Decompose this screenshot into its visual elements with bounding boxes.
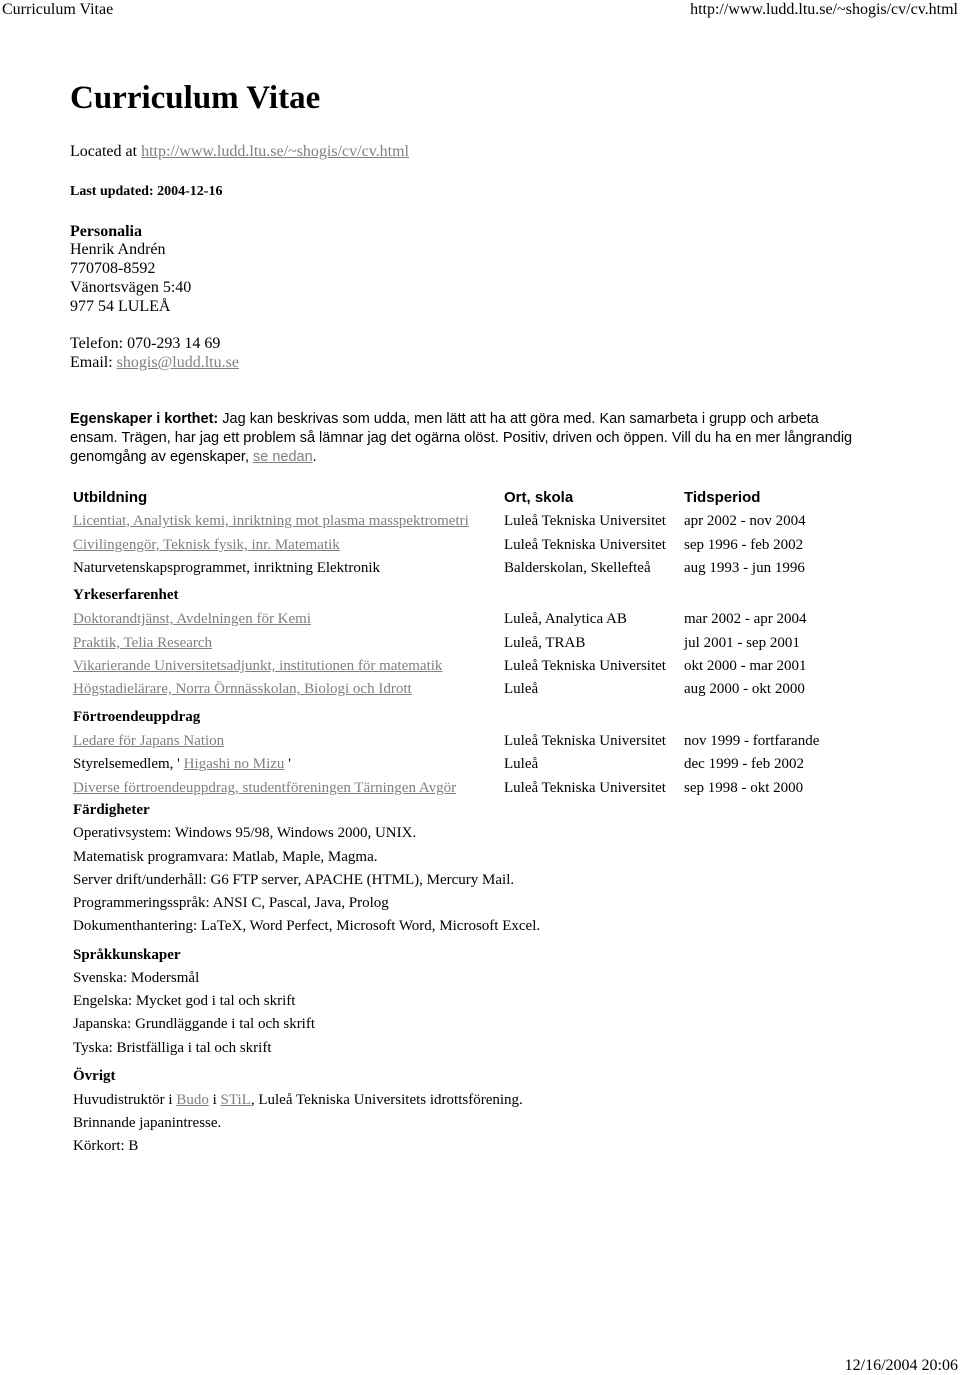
egenskaper-paragraph: [70, 410, 860, 467]
row-what: Naturvetenskapsprogrammet, inriktning Elektronik: [73, 560, 381, 576]
ovrigt-line: Brinnande japanintresse.: [73, 1115, 222, 1131]
budo-link[interactable]: Budo: [176, 1092, 209, 1108]
utbildning-link[interactable]: Licentiat, Analytisk kemi, inriktning mot plasma masspektrometri: [73, 513, 469, 529]
row-where: Luleå: [504, 681, 539, 697]
ovrigt-line: [73, 1092, 523, 1109]
se-nedan-link[interactable]: se nedan: [253, 449, 313, 465]
row-where: Balderskolan, Skellefteå: [504, 560, 651, 576]
print-header-title: Curriculum Vitae: [2, 1, 114, 18]
email-link[interactable]: shogis@ludd.ltu.se: [116, 354, 239, 371]
row-when: sep 1996 - feb 2002: [684, 537, 804, 553]
skill-item: Programmeringsspråk: ANSI C, Pascal, Java, Prolog: [73, 895, 389, 911]
person-email-line: [70, 353, 239, 372]
person-id: 770708-8592: [70, 260, 156, 277]
page-title: Curriculum Vitae: [70, 80, 321, 116]
row-when: aug 1993 - jun 1996: [684, 560, 805, 576]
print-footer-datetime: 12/16/2004 20:06: [844, 1357, 958, 1374]
header-ort-skola: Ort, skola: [504, 489, 574, 506]
row-what: [73, 755, 291, 773]
yrkeserfarenhet-title: Yrkeserfarenhet: [73, 587, 179, 603]
header-tidsperiod: Tidsperiod: [684, 489, 761, 506]
row-when: jul 2001 - sep 2001: [684, 635, 800, 651]
assignment-link[interactable]: Diverse förtroendeuppdrag, studentföreningen Tärningen Avgör: [73, 780, 457, 796]
row-when: apr 2002 - nov 2004: [684, 513, 806, 529]
row-where: Luleå, Analytica AB: [504, 611, 627, 627]
fardigheter-title: Färdigheter: [73, 802, 150, 818]
row-when: dec 1999 - feb 2002: [684, 756, 804, 772]
stil-link[interactable]: STiL: [220, 1092, 251, 1108]
language-item: Engelska: Mycket god i tal och skrift: [73, 993, 296, 1009]
row-when: sep 1998 - okt 2000: [684, 780, 804, 796]
last-updated: Last updated: 2004-12-16: [70, 184, 223, 199]
row-when: aug 2000 - okt 2000: [684, 681, 805, 697]
email-label: Email:: [70, 354, 117, 371]
assignment-link[interactable]: Ledare för Japans Nation: [73, 733, 225, 749]
job-link[interactable]: Praktik, Telia Research: [73, 635, 213, 651]
row-when: okt 2000 - mar 2001: [684, 658, 807, 674]
ovrigt-title: Övrigt: [73, 1068, 116, 1084]
person-phone: Telefon: 070-293 14 69: [70, 335, 221, 352]
row-when: nov 1999 - fortfarande: [684, 733, 820, 749]
header-utbildning: Utbildning: [73, 489, 148, 506]
row-where: Luleå Tekniska Universitet: [504, 537, 666, 553]
row-suffix: ': [284, 756, 291, 772]
language-item: Tyska: Bristfälliga i tal och skrift: [73, 1040, 272, 1056]
row-where: Luleå, TRAB: [504, 635, 586, 651]
egenskaper-end: .: [312, 449, 317, 465]
language-item: Japanska: Grundläggande i tal och skrift: [73, 1016, 316, 1032]
language-item: Svenska: Modersmål: [73, 970, 200, 986]
egenskaper-text: Jag kan beskrivas som udda, men lätt att ha att göra med. Kan samarbeta i grupp och arbeta ensam. Trägen, har jag ett problem så lämnar jag det ogärna olöst. Positiv, driven och öppen. Vill du ha en mer långrandig genomgång av egenskaper,: [70, 411, 853, 465]
job-link[interactable]: Doktorandtjänst, Avdelningen för Kemi: [73, 611, 312, 627]
person-name: Henrik Andrén: [70, 241, 166, 258]
row-where: Luleå: [504, 756, 539, 772]
personalia-title: Personalia: [70, 223, 142, 240]
print-header-url: http://www.ludd.ltu.se/~shogis/cv/cv.html: [690, 1, 958, 18]
ovrigt-line: Körkort: B: [73, 1138, 139, 1154]
skill-item: Dokumenthantering: LaTeX, Word Perfect, Microsoft Word, Microsoft Excel.: [73, 918, 541, 934]
ovrigt-text: i: [208, 1092, 221, 1108]
job-link[interactable]: Vikarierande Universitetsadjunkt, institutionen för matematik: [73, 658, 443, 674]
row-where: Luleå Tekniska Universitet: [504, 658, 666, 674]
row-where: Luleå Tekniska Universitet: [504, 780, 666, 796]
job-link[interactable]: Högstadielärare, Norra Örnnässkolan, Biologi och Idrott: [73, 681, 412, 697]
higashi-link[interactable]: Higashi no Mizu: [183, 756, 285, 772]
utbildning-link[interactable]: Civilingengör, Teknisk fysik, inr. Matematik: [73, 537, 340, 553]
located-line: [70, 142, 409, 161]
row-where: Luleå Tekniska Universitet: [504, 733, 666, 749]
egenskaper-label: Egenskaper i korthet:: [70, 411, 219, 427]
skill-item: Operativsystem: Windows 95/98, Windows 2000, UNIX.: [73, 825, 417, 841]
located-prefix: Located at: [70, 143, 142, 160]
sprak-title: Språkkunskaper: [73, 947, 181, 963]
row-when: mar 2002 - apr 2004: [684, 611, 807, 627]
fortroende-title: Förtroendeuppdrag: [73, 709, 201, 725]
ovrigt-text: , Luleå Tekniska Universitets idrottsförening.: [250, 1092, 523, 1108]
cv-url-link[interactable]: http://www.ludd.ltu.se/~shogis/cv/cv.html: [141, 143, 409, 160]
ovrigt-text: Huvudistruktör i: [73, 1092, 177, 1108]
row-where: Luleå Tekniska Universitet: [504, 513, 666, 529]
row-prefix: Styrelsemedlem, ': [73, 756, 184, 772]
skill-item: Server drift/underhåll: G6 FTP server, APACHE (HTML), Mercury Mail.: [73, 872, 515, 888]
person-street: Vänortsvägen 5:40: [70, 279, 192, 296]
person-city: 977 54 LULEÅ: [70, 298, 171, 315]
skill-item: Matematisk programvara: Matlab, Maple, Magma.: [73, 849, 378, 865]
